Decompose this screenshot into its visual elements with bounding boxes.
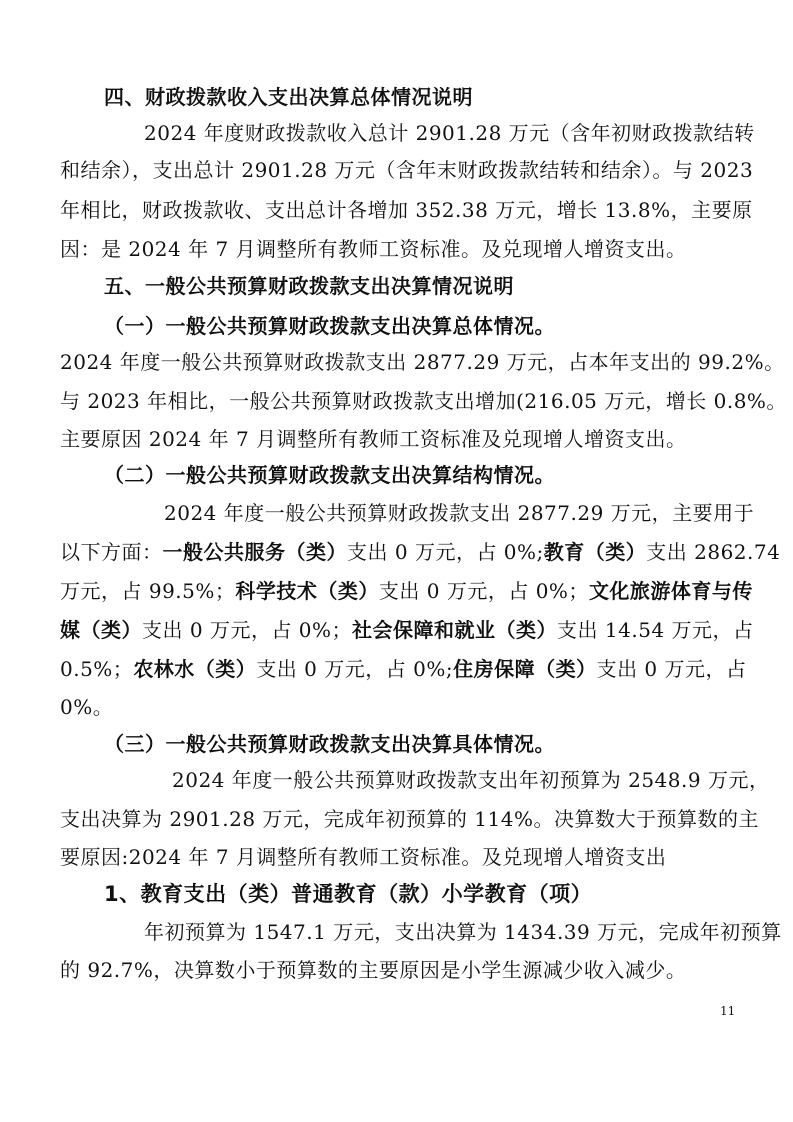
subsection-3-line-3: 要原因:2024 年 7 月调整所有教师工资标准。及兑现增人增资支出 bbox=[60, 845, 667, 869]
section-4-paragraph-line-4: 因：是 2024 年 7 月调整所有教师工资标准。及兑现增人增资支出。 bbox=[60, 237, 687, 261]
subsection-2-line-6: 0%。 bbox=[60, 695, 114, 719]
subsection-3-heading: （三）一般公共预算财政拨款支出决算具体情况。 bbox=[104, 732, 555, 756]
text-fragment: 以下方面： bbox=[60, 540, 163, 564]
subsection-1-line-3: 主要原因 2024 年 7 月调整所有教师工资标准及兑现增人增资支出。 bbox=[60, 427, 687, 451]
subsection-3-line-2: 支出决算为 2901.28 万元，完成年初预算的 114%。决算数大于预算数的主 bbox=[60, 807, 759, 831]
section-4-paragraph-line-2: 和结余），支出总计 2901.28 万元（含年末财政拨款结转和结余）。与 2023 bbox=[60, 158, 754, 182]
text-fragment: 支出 0 万元，占 0%； bbox=[378, 579, 589, 603]
subsection-2-heading: （二）一般公共预算财政拨款支出决算结构情况。 bbox=[104, 463, 555, 487]
subsection-1-line-1: 2024 年度一般公共预算财政拨款支出 2877.29 万元，占本年支出的 99.2%。 bbox=[60, 350, 785, 374]
section-4-paragraph-line-3: 年相比，财政拨款收、支出总计各增加 352.38 万元，增长 13.8%，主要原 bbox=[60, 198, 753, 222]
text-fragment: 支出 0 万元，占 0%; bbox=[347, 540, 544, 564]
category-education: 教育（类） bbox=[543, 540, 647, 564]
subsection-2-line-2 bbox=[60, 539, 781, 565]
subsection-1-line-2: 与 2023 年相比，一般公共预算财政拨款支出增加(216.05 万元，增长 0.8%。 bbox=[60, 389, 787, 413]
category-social-security-employment: 社会保障和就业（类） bbox=[352, 618, 558, 642]
subsection-2-line-4 bbox=[60, 617, 754, 643]
item-1-heading: 1、教育支出（类）普通教育（款）小学教育（项） bbox=[104, 882, 593, 906]
category-agriculture-forestry-water: 农林水（类） bbox=[133, 657, 257, 681]
section-4-paragraph-line-1: 2024 年度财政拨款收入总计 2901.28 万元（含年初财政拨款结转 bbox=[144, 121, 755, 145]
text-fragment: 支出 14.54 万元，占 bbox=[557, 618, 754, 642]
text-fragment: 支出 0 万元，占 0%； bbox=[142, 618, 353, 642]
text-fragment: 0.5%； bbox=[60, 657, 134, 681]
subsection-2-line-1: 2024 年度一般公共预算财政拨款支出 2877.29 万元，主要用于 bbox=[164, 501, 755, 525]
page-number: 11 bbox=[720, 1004, 736, 1018]
text-fragment: 支出 2862.74 bbox=[646, 540, 781, 564]
item-1-line-1: 年初预算为 1547.1 万元，支出决算为 1434.39 万元，完成年初预算 bbox=[144, 920, 782, 944]
text-fragment: 支出 0 万元，占 bbox=[596, 657, 747, 681]
category-culture-tourism-sports-media: 文化旅游体育与传 bbox=[588, 579, 753, 603]
section-5-heading: 五、一般公共预算财政拨款支出决算情况说明 bbox=[104, 274, 514, 298]
category-housing-security: 住房保障（类） bbox=[453, 657, 597, 681]
category-general-public-services: 一般公共服务（类） bbox=[162, 540, 347, 564]
subsection-2-line-5 bbox=[60, 656, 747, 682]
item-1-line-2: 的 92.7%，决算数小于预算数的主要原因是小学生源减少收入减少。 bbox=[60, 958, 687, 982]
text-fragment: 支出 0 万元，占 0%; bbox=[256, 657, 454, 681]
subsection-1-heading: （一）一般公共预算财政拨款支出决算总体情况。 bbox=[104, 314, 555, 338]
subsection-2-line-3 bbox=[60, 578, 753, 604]
text-fragment: 万元，占 99.5%； bbox=[60, 579, 236, 603]
section-4-heading: 四、财政拨款收入支出决算总体情况说明 bbox=[104, 85, 473, 109]
category-science-technology: 科学技术（类） bbox=[235, 579, 379, 603]
subsection-3-line-1: 2024 年度一般公共预算财政拨款支出年初预算为 2548.9 万元， bbox=[172, 768, 770, 792]
category-culture-tourism-sports-media-cont: 媒（类） bbox=[60, 618, 142, 642]
